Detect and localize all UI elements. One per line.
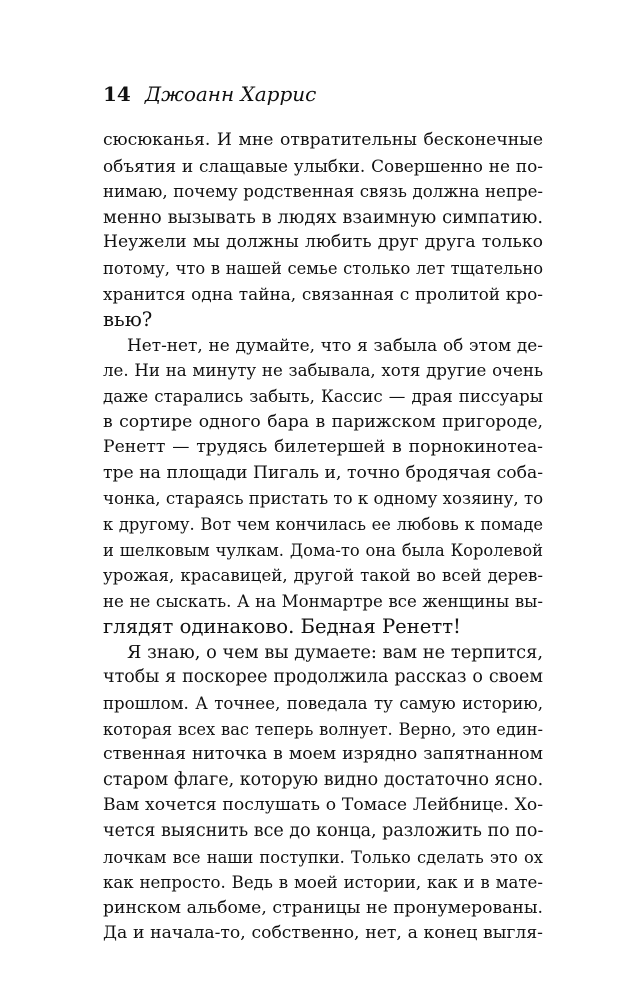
text-line: лочкам все наши поступки. Только сделать это ох (103, 847, 543, 867)
text-line: объятия и слащавые улыбки. Совершенно не по- (103, 155, 543, 176)
text-line: нимаю, почему родственная связь должна непре- (103, 182, 543, 202)
text-line: вью? (103, 308, 153, 332)
text-line: Нет-нет, не думайте, что я забыла об этом де- (127, 334, 543, 355)
text-line: чонка, стараясь пристать то к одному хозяину, то (103, 489, 544, 509)
text-line: к другому. Вот чем кончилась ее любовь к помаде (103, 514, 543, 534)
text-line: глядят одинаково. Бедная Ренетт! (103, 615, 461, 639)
page-number: 14 (103, 82, 131, 106)
text-line: которая всех вас теперь волнует. Верно, это един- (103, 719, 543, 739)
text-line: как непросто. Ведь в моей истории, как и в мате- (103, 873, 543, 893)
body-text (103, 128, 543, 947)
text-line: ственная ниточка в моем изрядно запятнанном (103, 744, 543, 765)
text-line: даже старались забыть, Кассис — драя писсуары (103, 386, 543, 406)
text-line: урожая, красавицей, другой такой во всей дерев- (103, 566, 543, 586)
text-line: ле. Ни на минуту не забывала, хотя другие очень (103, 361, 543, 381)
text-line: чется выяснить все до конца, разложить по по- (103, 821, 544, 842)
running-header (103, 78, 316, 110)
text-line: Ренетт — трудясь билетершей в порнокинотеа- (103, 437, 543, 458)
running-title: Джоанн Харрис (144, 82, 317, 106)
text-line: прошлом. А точнее, поведала ту самую историю, (103, 694, 543, 714)
text-line: потому, что в нашей семье столько лет тщательно (103, 258, 543, 278)
text-line: хранится одна тайна, связанная с пролитой кро- (103, 283, 543, 304)
text-line: старом флаге, которую видно достаточно ясно. (103, 769, 544, 790)
text-line: Да и начала-то, собственно, нет, а конец выгля- (103, 923, 543, 944)
text-line: тре на площади Пигаль и, точно бродячая соба- (103, 462, 543, 483)
text-line: Вам хочется послушать о Томасе Лейбнице. Хо- (103, 795, 543, 816)
text-line: Я знаю, о чем вы думаете: вам не терпится, (127, 641, 543, 663)
text-line: и шелковым чулкам. Дома-то она была Королевой (103, 540, 543, 560)
text-line: ринском альбоме, страницы не пронумерованы. (103, 897, 543, 918)
text-line: Неужели мы должны любить друг друга только (103, 232, 543, 253)
text-line: не не сыскать. А на Монмартре все женщины вы- (103, 591, 543, 611)
text-line: менно вызывать в людях взаимную симпатию. (103, 206, 543, 228)
text-line: сюсюканья. И мне отвратительны бесконечные (103, 130, 543, 150)
text-line: чтобы я поскорее продолжила рассказ о своем (103, 667, 543, 688)
text-line: в сортире одного бара в парижском пригороде, (103, 411, 543, 432)
